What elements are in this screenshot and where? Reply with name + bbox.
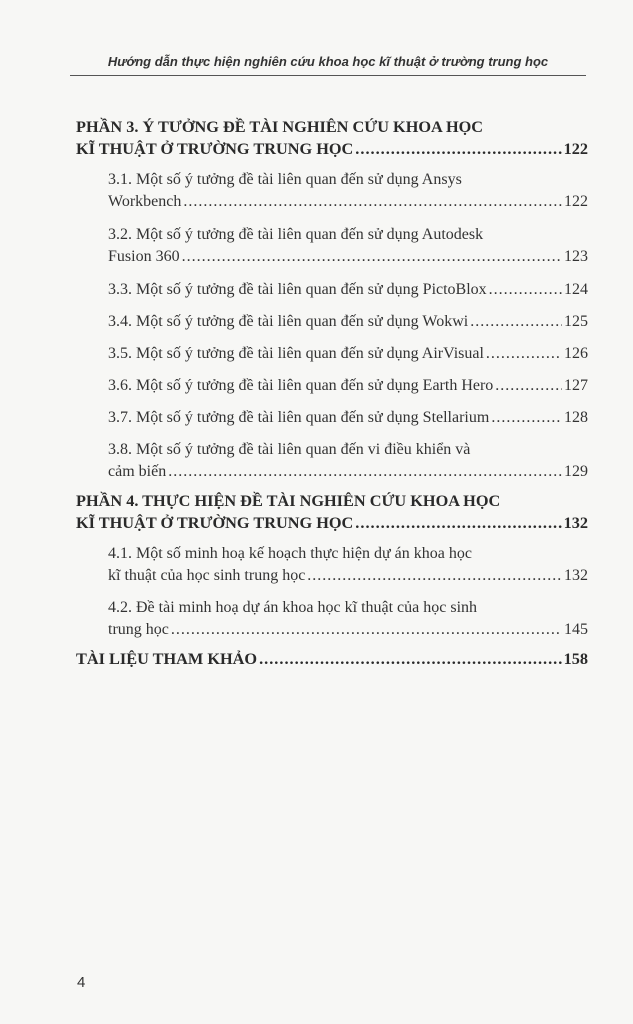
toc-entry-part-4[interactable] [76, 490, 588, 534]
toc-entry-title-line2: Workbench [108, 193, 182, 210]
toc-entry-page: 158 [563, 649, 588, 668]
toc-entry-title-line2: KĨ THUẬT Ở TRƯỜNG TRUNG HỌC [76, 513, 354, 532]
leader-dots [259, 648, 561, 670]
toc-entry-title: TÀI LIỆU THAM KHẢO [76, 649, 258, 668]
leader-dots [489, 279, 562, 301]
leader-dots [355, 138, 561, 160]
leader-dots [307, 565, 562, 587]
toc-entry-title: 3.7. Một số ý tưởng đề tài liên quan đến sử dụng Stellarium [108, 409, 490, 426]
toc-entry-title-line2: cảm biến [108, 463, 167, 480]
page-number: 4 [77, 974, 86, 991]
toc-entry-title-line1: 3.1. Một số ý tưởng đề tài liên quan đến sử dụng Ansys [108, 171, 462, 188]
toc-entry-references[interactable] [76, 648, 588, 670]
toc-entry-title: 3.5. Một số ý tưởng đề tài liên quan đến sử dụng AirVisual [108, 345, 484, 362]
leader-dots [486, 343, 562, 365]
toc-entry-3-4[interactable] [76, 311, 588, 333]
toc-entry-page: 132 [564, 567, 588, 584]
toc-entry-title-line2: trung học [108, 621, 169, 638]
toc-entry-4-2[interactable] [76, 597, 588, 641]
toc-entry-3-8[interactable] [76, 439, 588, 483]
toc-entry-title-line2: KĨ THUẬT Ở TRƯỜNG TRUNG HỌC [76, 139, 354, 158]
leader-dots [355, 512, 561, 534]
leader-dots [491, 407, 562, 429]
toc-entry-page: 129 [564, 463, 588, 480]
toc-entry-title: 3.3. Một số ý tưởng đề tài liên quan đến sử dụng PictoBlox [108, 281, 487, 298]
toc-entry-page: 128 [564, 409, 588, 426]
toc-entry-3-1[interactable] [76, 169, 588, 213]
toc-entry-title-line1: 3.2. Một số ý tưởng đề tài liên quan đến sử dụng Autodesk [108, 226, 484, 243]
toc-entry-page: 122 [564, 193, 588, 210]
toc-entry-title: 3.6. Một số ý tưởng đề tài liên quan đến sử dụng Earth Hero [108, 377, 494, 394]
toc-entry-3-5[interactable] [76, 343, 588, 365]
toc-entry-3-6[interactable] [76, 375, 588, 397]
toc-entry-page: 132 [563, 513, 588, 532]
toc-entry-title-line1: PHẦN 3. Ý TƯỞNG ĐỀ TÀI NGHIÊN CỨU KHOA HỌC [76, 117, 484, 136]
toc-entry-3-7[interactable] [76, 407, 588, 429]
toc-entry-page: 145 [564, 621, 588, 638]
toc-entry-page: 122 [563, 139, 588, 158]
toc-entry-3-3[interactable] [76, 279, 588, 301]
leader-dots [470, 311, 562, 333]
leader-dots [171, 619, 562, 641]
leader-dots [168, 461, 562, 483]
toc-entry-title-line2: kĩ thuật của học sinh trung học [108, 567, 306, 584]
toc-entry-page: 124 [564, 281, 588, 298]
leader-dots [183, 191, 562, 213]
leader-dots [495, 375, 562, 397]
toc-entry-title-line1: 4.1. Một số minh hoạ kế hoạch thực hiện dự án khoa học [108, 545, 472, 562]
table-of-contents [76, 116, 588, 670]
toc-entry-page: 123 [564, 248, 588, 265]
toc-entry-page: 126 [564, 345, 588, 362]
toc-entry-3-2[interactable] [76, 224, 588, 268]
toc-entry-title-line1: PHẦN 4. THỰC HIỆN ĐỀ TÀI NGHIÊN CỨU KHOA HỌC [76, 491, 501, 510]
toc-entry-part-3[interactable] [76, 116, 588, 160]
toc-entry-title-line1: 4.2. Đề tài minh hoạ dự án khoa học kĩ thuật của học sinh [108, 599, 478, 616]
toc-entry-page: 125 [564, 313, 588, 330]
toc-entry-title-line2: Fusion 360 [108, 248, 180, 265]
toc-entry-page: 127 [564, 377, 588, 394]
leader-dots [182, 246, 562, 268]
toc-entry-title: 3.4. Một số ý tưởng đề tài liên quan đến sử dụng Wokwi [108, 313, 469, 330]
toc-entry-4-1[interactable] [76, 543, 588, 587]
running-header: Hướng dẫn thực hiện nghiên cứu khoa học kĩ thuật ở trường trung học [70, 54, 586, 76]
toc-entry-title-line1: 3.8. Một số ý tưởng đề tài liên quan đến vi điều khiển và [108, 441, 471, 458]
